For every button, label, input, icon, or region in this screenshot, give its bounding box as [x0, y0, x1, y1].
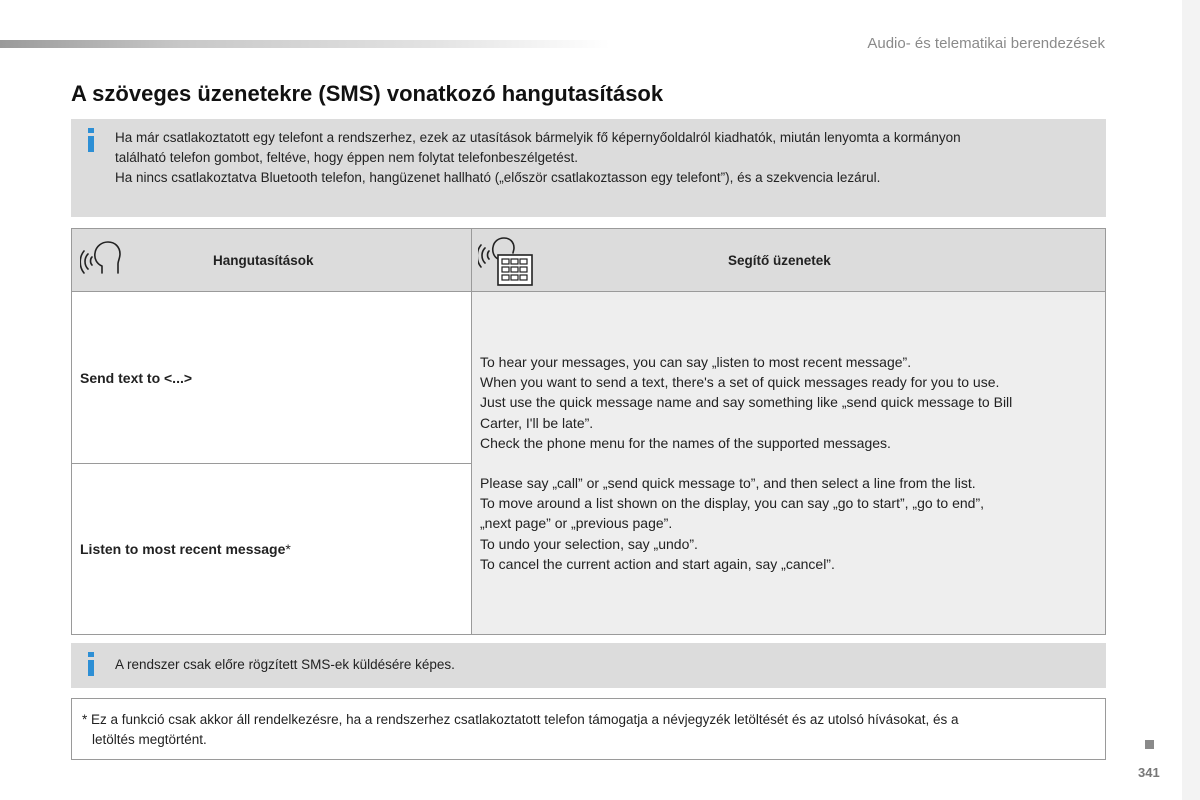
- table-header-help: [472, 229, 1105, 292]
- info-line: található telefon gombot, feltéve, hogy éppen nem folytat telefonbeszélgetést.: [115, 150, 579, 165]
- command-cell: [72, 292, 472, 464]
- help-line: Please say „call” or „send quick message to”, and then select a line from the list.: [480, 475, 976, 492]
- header-help-label: Segítő üzenetek: [728, 253, 831, 268]
- table-header-commands: [72, 229, 472, 292]
- info-icon: [88, 660, 94, 676]
- help-line: Just use the quick message name and say something like „send quick message to Bill: [480, 394, 1013, 411]
- footnote-marker: *: [285, 541, 291, 557]
- info-line: Ha nincs csatlakoztatva Bluetooth telefon, hangüzenet hallható („először csatlakoztasson egy telefont”), és a szekvencia lezárul.: [115, 170, 881, 185]
- help-line: Carter, I'll be late”.: [480, 414, 594, 431]
- help-line: To hear your messages, you can say „listen to most recent message”.: [480, 354, 912, 370]
- section-title: Audio- és telematikai berendezések: [867, 35, 1105, 52]
- footnote-text: [82, 710, 1091, 750]
- help-line: To cancel the current action and start again, say „cancel”.: [480, 555, 835, 572]
- help-messages-cell: [472, 292, 1105, 634]
- header-gradient-bar: [0, 40, 610, 48]
- header-commands-label: Hangutasítások: [213, 253, 314, 268]
- footnote-box: [71, 698, 1106, 760]
- command-text: Listen to most recent message*: [80, 541, 291, 557]
- info-icon: [88, 136, 94, 152]
- info-line: Ha már csatlakoztatott egy telefont a rendszerhez, ezek az utasítások bármelyik fő képernyőoldalról kiadhatók, miután lenyomta a kormányon: [115, 130, 961, 145]
- help-line: Check the phone menu for the names of the supported messages.: [480, 434, 891, 451]
- footnote-line: * Ez a funkció csak akkor áll rendelkezésre, ha a rendszerhez csatlakoztatott telefon támogatja a névjegyzék letöltését és az utolsó hívásokat, és a: [82, 712, 959, 727]
- info-text-bottom: A rendszer csak előre rögzített SMS-ek küldésére képes.: [115, 657, 455, 672]
- help-line: When you want to send a text, there's a set of quick messages ready for you to use.: [480, 374, 1000, 391]
- help-line: To move around a list shown on the display, you can say „go to start”, „go to end”,: [480, 495, 985, 512]
- page-title: A szöveges üzenetekre (SMS) vonatkozó hangutasítások: [71, 81, 664, 106]
- footnote-line: letöltés megtörtént.: [92, 732, 207, 747]
- page-edge-strip: [1182, 0, 1200, 800]
- help-line: To undo your selection, say „undo”.: [480, 535, 698, 552]
- help-messages-text: [480, 352, 1070, 574]
- command-text: Send text to <...>: [80, 370, 193, 386]
- voice-keypad-icon: [478, 235, 536, 289]
- info-text-top: [115, 128, 1092, 188]
- paragraph-gap: [480, 453, 1070, 473]
- voice-commands-table: [71, 228, 1106, 635]
- voice-speaking-head-icon: [80, 239, 128, 281]
- help-line: „next page” or „previous page”.: [480, 515, 673, 532]
- command-cell: [72, 464, 472, 634]
- info-box-bottom: [71, 643, 1106, 688]
- page-number: 341: [1138, 765, 1160, 780]
- page-marker-square: [1145, 740, 1154, 749]
- info-box-top: [71, 119, 1106, 217]
